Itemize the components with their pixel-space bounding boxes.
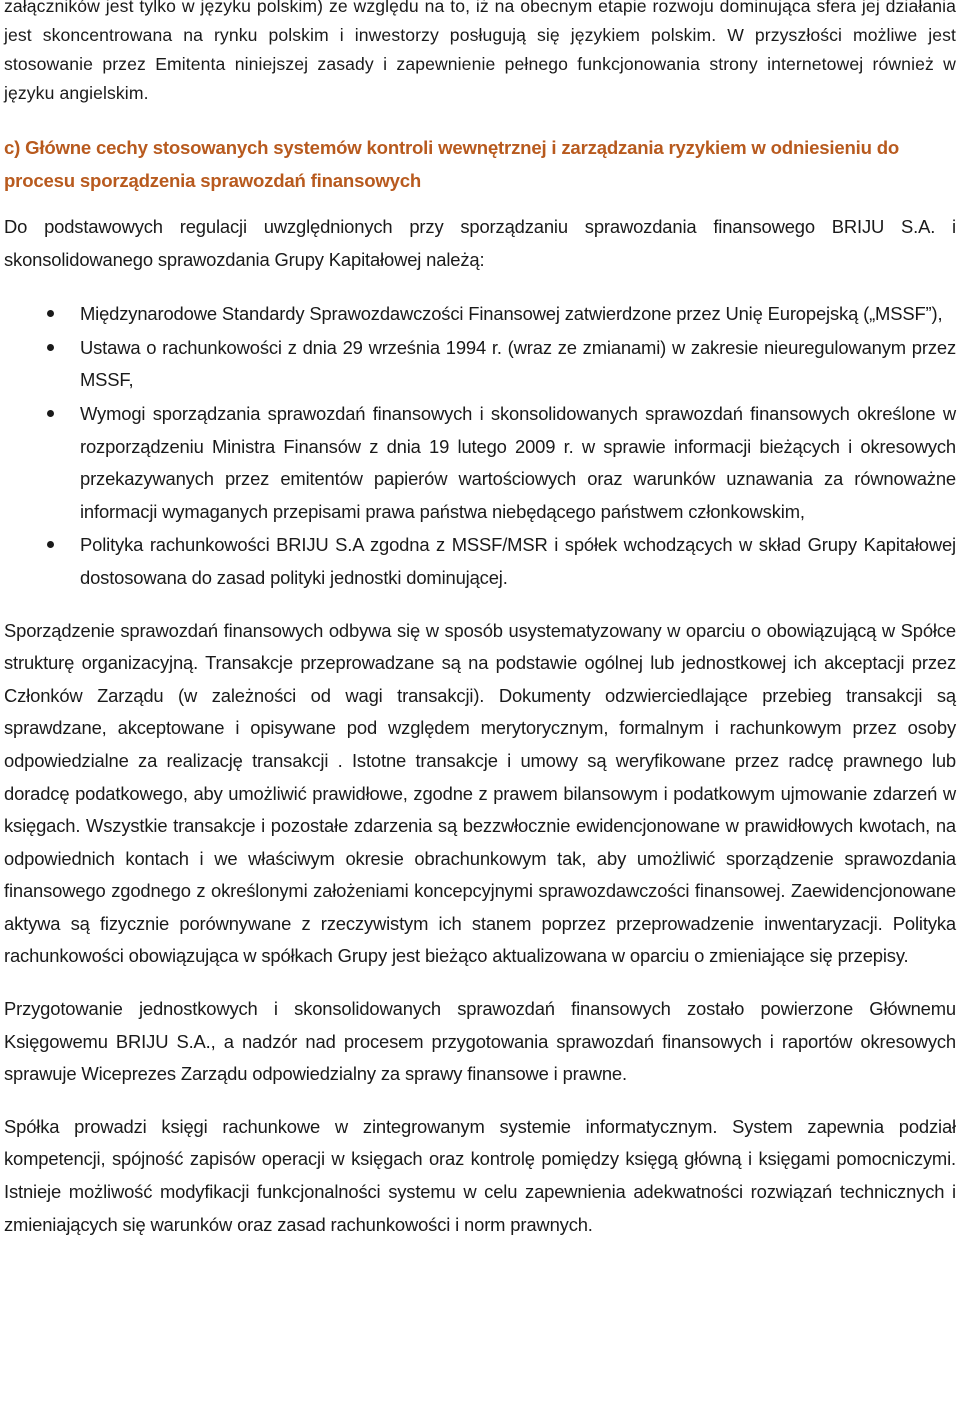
bullet-icon — [47, 310, 54, 317]
section-heading: c) Główne cechy stosowanych systemów kontroli wewnętrznej i zarządzania ryzykiem w odniesieniu do procesu sporządzenia sprawozdań finansowych — [4, 137, 900, 191]
lead-paragraph: Do podstawowych regulacji uwzględnionych przy sporządzaniu sprawozdania finansowego BRIJU S.A. i skonsolidowanego sprawozdania Grupy Kapitałowej należą: — [4, 216, 956, 270]
list-item-text: Ustawa o rachunkowości z dnia 29 września 1994 r. (wraz ze zmianami) w zakresie nieuregulowanym przez MSSF, — [80, 336, 956, 391]
process-paragraph: Sporządzenie sprawozdań finansowych odbywa się w sposób usystematyzowany w oparciu o obowiązującą w Spółce strukturę organizacyjną. Transakcje przeprowadzane są na podstawie ogólnej lub jednostkowej ich akceptacji przez Członków Zarządu (w zależności od wagi transakcji). Dokumenty odzwierciedlające przebieg transakcji są sprawdzane, akceptowane i opisywane pod względem merytorycznym, formalnym i rachunkowym przez osoby odpowiedzialne za realizację transakcji . Istotne transakcje i umowy są weryfikowane przez radcę prawnego lub doradcę podatkowego, aby umożliwić prawidłowe, zgodne z prawem bilansowym i podatkowym ujmowanie zdarzeń w księgach. Wszystkie transakcje i pozostałe zdarzenia są bezzwłocznie ewidencjonowane w prawidłowych kwotach, na odpowiednich kontach i we właściwym okresie obrachunkowym tak, aby umożliwić sporządzenie sprawozdania finansowego zgodnego z określonymi założeniami koncepcyjnymi sprawozdawczości finansowej. Zaewidencjonowane aktywa są fizycznie porównywane z rzeczywistym ich stanem poprzez przeprowadzenie inwentaryzacji. Polityka rachunkowości obowiązująca w spółkach Grupy jest bieżąco aktualizowana w oparciu o zmieniające się przepisy. — [4, 619, 956, 967]
bullet-icon — [47, 541, 54, 548]
list-item — [4, 298, 956, 331]
bullet-icon — [47, 410, 54, 417]
regulations-list — [4, 298, 956, 594]
system-paragraph: Spółka prowadzi księgi rachunkowe w zintegrowanym systemie informatycznym. System zapewnia podział kompetencji, spójność zapisów operacji w księgach oraz kontrolę pomiędzy księgą główną i księgami pomocniczymi. Istnieje możliwość modyfikacji funkcjonalności systemu w celu zapewnienia adekwatności rozwiązań technicznych i zmieniających się warunków oraz zasad rachunkowości i norm prawnych. — [4, 1115, 956, 1235]
list-item — [4, 398, 956, 528]
intro-paragraph: załączników jest tylko w języku polskim) ze względu na to, iż na obecnym etapie rozwoju dominująca sfera jej działania jest skoncentrowana na rynku polskim i inwestorzy posługują się językiem polskim. W przyszłości możliwe jest stosowanie przez Emitenta niniejszej zasady i zapewnienie pełnego funkcjonowania strony internetowej również w języku angielskim. — [4, 0, 956, 103]
bullet-icon — [47, 344, 54, 351]
list-item-text: Polityka rachunkowości BRIJU S.A zgodna z MSSF/MSR i spółek wchodzących w skład Grupy Kapitałowej dostosowana do zasad polityki jednostki dominującej. — [80, 534, 956, 588]
responsibility-paragraph: Przygotowanie jednostkowych i skonsolidowanych sprawozdań finansowych zostało powierzone Głównemu Księgowemu BRIJU S.A., a nadzór nad procesem przygotowania sprawozdań finansowych i raportów okresowych sprawuje Wiceprezes Zarządu odpowiedzialny za sprawy finansowe i prawne. — [4, 998, 956, 1085]
document-page — [4, 0, 956, 1241]
list-item — [4, 529, 956, 594]
list-item-text: Międzynarodowe Standardy Sprawozdawczości Finansowej zatwierdzone przez Unię Europejską („MSSF”), — [80, 303, 943, 325]
list-item — [4, 332, 956, 397]
list-item-text: Wymogi sporządzania sprawozdań finansowych i skonsolidowanych sprawozdań finansowych określone w rozporządzeniu Ministra Finansów z dnia 19 lutego 2009 r. w sprawie informacji bieżących i okresowych przekazywanych przez emitentów papierów wartościowych oraz warunków uznawania za równoważne informacji wymaganych przepisami prawa państwa niebędącego państwem członkowskim, — [80, 402, 956, 522]
